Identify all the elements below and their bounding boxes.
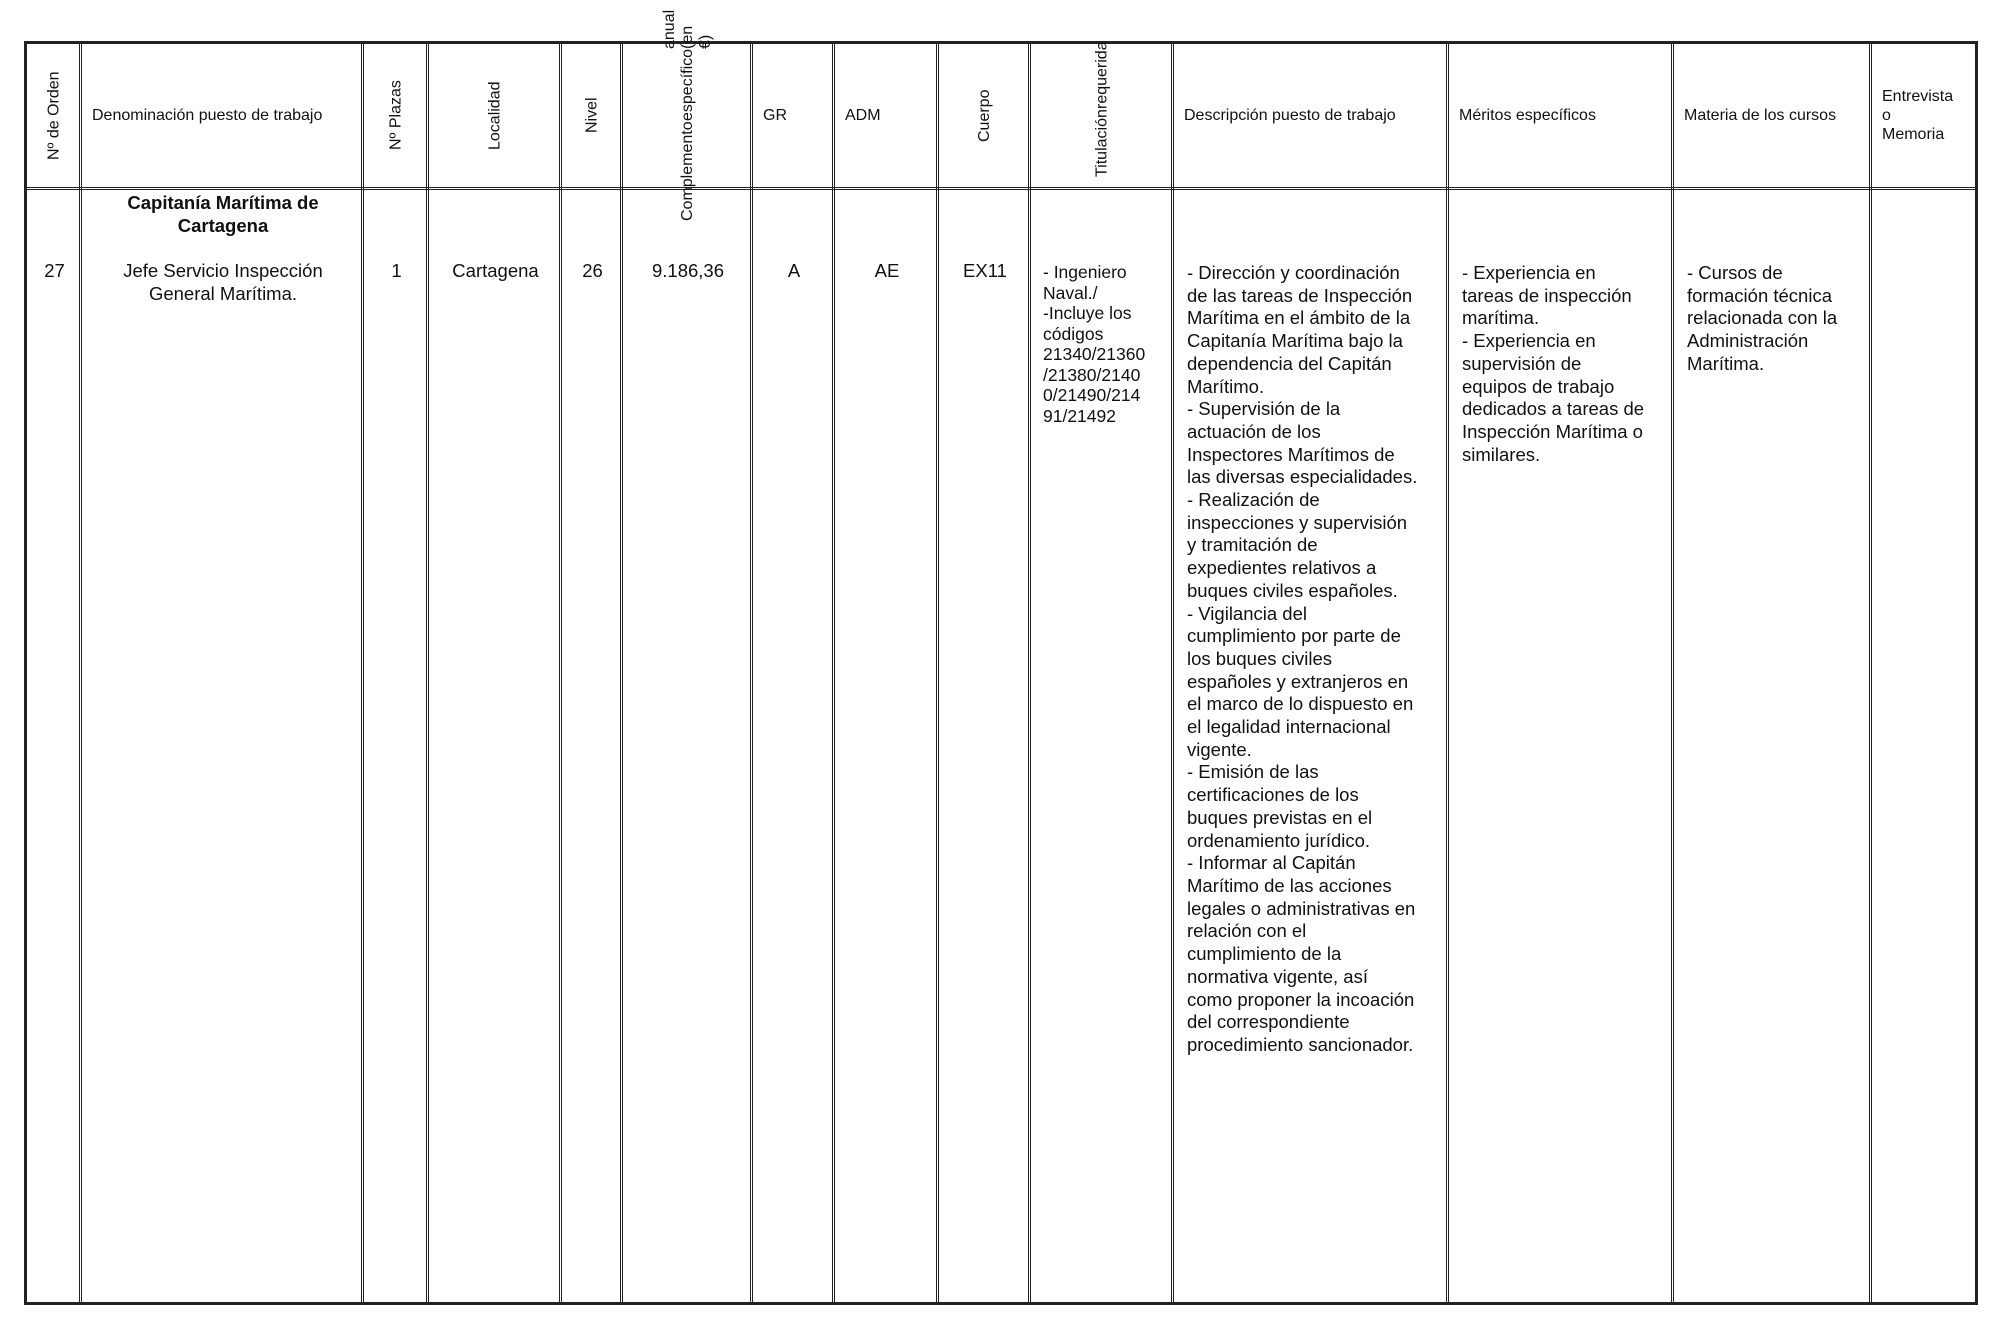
text-line: - Emisión de las [1187,761,1319,783]
col-divider [27,44,82,1302]
header-text: Nº de Orden [45,71,63,160]
text-line: cumplimiento por parte de [1187,625,1401,647]
col-divider [753,44,835,1302]
cell-plazas: 1 [391,260,402,281]
header-adm: ADM [845,106,881,124]
header-text: Memoria [1882,126,1945,143]
col-divider [1449,44,1674,1302]
text-line: - Supervisión de la [1187,398,1341,420]
text-line: buques previstas en el [1187,806,1373,828]
col-divider [1674,44,1872,1302]
header-entrevista [1872,44,1978,187]
header-text: Localidad [486,81,504,150]
col-divider [562,44,623,1302]
header-gr: GR [763,106,787,124]
text-line: expedientes relativos a [1187,557,1377,579]
cell-orden: 27 [44,260,65,281]
header-localidad [429,44,562,187]
header-materia: Materia de los cursos [1684,106,1837,124]
text-line: buques civiles españoles. [1187,579,1398,601]
text-line: 21340/21360 [1043,344,1146,364]
text-line: Jefe Servicio Inspección [123,260,323,281]
text-line: relacionada con la [1687,307,1838,329]
cell-descripcion [1187,262,1449,1057]
text-line: certificaciones de los [1187,784,1359,806]
text-line: vigente. [1187,738,1252,760]
header-cuerpo [939,44,1031,187]
text-line: Marítimo. [1187,375,1265,397]
col-divider [623,44,753,1302]
text-line: -Incluye los [1043,303,1132,323]
text-line: - Experiencia en [1462,262,1596,283]
header-text: Entrevista [1882,88,1954,105]
text-line: Naval./ [1043,282,1098,303]
header-plazas [364,44,429,187]
text-line: inspecciones y supervisión [1187,511,1408,533]
cell-localidad: Cartagena [452,260,539,281]
text-line: /21380/2140 [1043,364,1141,385]
cell-denominacion [82,260,364,305]
text-line: las diversas especialidades. [1187,466,1418,488]
header-titulacion [1031,41,1174,187]
text-line: Administración [1687,330,1809,352]
text-line: ordenamiento jurídico. [1187,829,1371,851]
col-divider [1031,41,1174,1302]
cell-meritos [1462,262,1674,466]
text-line: - Dirección y coordinación [1187,262,1400,283]
header-descripcion: Descripción puesto de trabajo [1184,106,1396,124]
positions-table [24,10,1978,1305]
header-text: anual (en €) [661,10,714,50]
text-line: dependencia del Capitán [1187,352,1392,374]
text-line: de las tareas de Inspección [1187,284,1413,306]
text-line: marítima. [1462,307,1540,329]
header-text: Complemento [679,121,696,221]
text-line: formación técnica [1687,284,1832,306]
text-line: el marco de lo dispuesto en [1187,693,1414,715]
cell-adm: AE [874,260,900,281]
header-text: Nº Plazas [387,80,405,151]
header-orden [27,44,82,187]
text-line: Capitanía Marítima bajo la [1187,330,1403,352]
text-line: equipos de trabajo [1462,375,1615,397]
text-line: 0/21490/214 [1043,385,1141,405]
header-meritos: Méritos específicos [1459,106,1596,124]
text-line: 91/21492 [1043,405,1116,426]
cell-cuerpo: EX11 [963,260,1007,281]
text-line: del correspondiente [1187,1011,1350,1033]
header-text: específico [679,49,696,122]
text-line: el legalidad internacional [1187,716,1391,738]
header-text: o [1882,107,1891,124]
cell-complemento: 9.186,36 [651,260,724,281]
text-line: - Realización de [1187,489,1320,511]
unit-title-line: Cartagena [177,214,269,236]
text-line: Marítimo de las acciones [1187,874,1392,896]
text-line: - Vigilancia del [1187,602,1307,624]
text-line: Inspección Marítima o [1462,420,1643,442]
cell-gr: A [787,260,801,281]
text-line: códigos [1043,323,1104,344]
col-divider [835,44,939,1302]
text-line: procedimiento sancionador. [1187,1033,1414,1055]
header-text: Titulación [1093,109,1111,177]
text-line: normativa vigente, así [1187,965,1368,987]
text-line: - Cursos de [1687,262,1783,283]
text-line: supervisión de [1462,352,1582,374]
header-text: Cuerpo [976,89,993,142]
header-denominacion: Denominación puesto de trabajo [92,106,323,124]
text-line: tareas de inspección [1462,284,1632,306]
header-nivel [562,44,623,187]
text-line: - Experiencia en [1462,330,1596,352]
text-line: legales o administrativas en [1187,897,1416,919]
header-text: requerida [1093,41,1111,110]
unit-title [82,192,364,237]
unit-title-line: Capitanía Marítima de [127,192,319,213]
col-divider [429,44,562,1302]
text-line: General Marítima. [148,282,298,304]
text-line: similares. [1462,443,1541,465]
text-line: - Informar al Capitán [1187,852,1356,874]
text-line: Inspectores Marítimos de [1187,443,1395,465]
header-complemento [623,10,753,221]
col-divider [364,44,429,1302]
text-line: Marítima en el ámbito de la [1187,307,1411,329]
text-line: españoles y extranjeros en [1187,670,1409,692]
text-line: relación con el [1187,920,1307,942]
col-divider [939,44,1031,1302]
cell-titulacion [1043,262,1173,426]
header-text: Nivel [583,97,601,134]
text-line: - Ingeniero [1043,262,1127,282]
cell-nivel: 26 [582,260,603,281]
text-line: como proponer la incoación [1187,988,1415,1010]
text-line: actuación de los [1187,420,1321,442]
text-line: Marítima. [1687,352,1765,374]
text-line: y tramitación de [1187,534,1318,556]
text-line: cumplimiento de la [1187,943,1342,965]
cell-materia [1687,262,1872,376]
text-line: dedicados a tareas de [1462,398,1645,420]
text-line: los buques civiles [1187,647,1332,669]
